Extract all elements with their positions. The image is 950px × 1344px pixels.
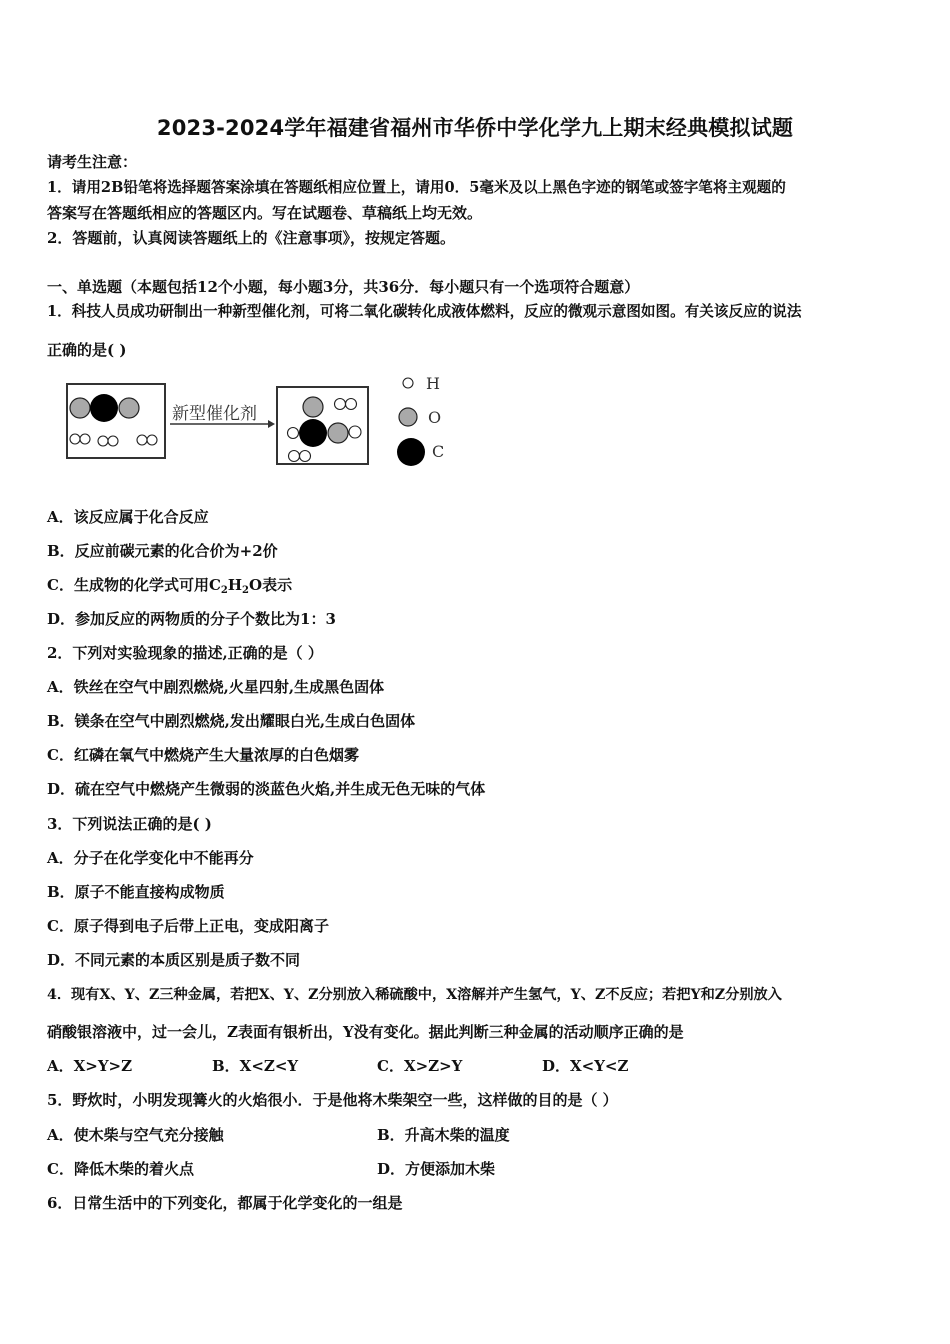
legend-o-icon	[399, 408, 417, 426]
option-d: D．方便添加木柴	[377, 1160, 496, 1178]
h2-molecules	[70, 434, 157, 446]
arrow-head	[268, 420, 275, 428]
notice-line: 答案写在答题纸相应的答题区内。写在试题卷、草稿纸上均无效。	[47, 204, 483, 222]
option-c	[47, 575, 292, 601]
question-stem: 4．现有X、Y、Z三种金属，若把X、Y、Z分别放入稀硫酸中，X溶解并产生氢气，Y、Z不反应；若把Y和Z分别放入	[47, 987, 782, 1003]
notice-heading: 请考生注意：	[47, 153, 138, 171]
option-c-text: C．生成物的化学式可用C	[47, 576, 221, 594]
option-d: D．不同元素的本质区别是质子数不同	[47, 951, 301, 969]
question-stem: 3．下列说法正确的是( )	[47, 815, 212, 833]
option-c-text: O表示	[249, 576, 293, 594]
co2-molecule	[70, 394, 139, 422]
legend-c-icon	[397, 438, 425, 466]
notice-line: 1．请用2B铅笔将选择题答案涂填在答题纸相应位置上，请用0．5毫米及以上黑色字迹的钢笔或签字笔将主观题的	[47, 179, 786, 196]
question-stem: 5．野炊时，小明发现篝火的火焰很小．于是他将木柴架空一些，这样做的目的是（ ）	[47, 1091, 618, 1109]
section-heading: 一、单选题（本题包括12个小题，每小题3分，共36分．每小题只有一个选项符合题意）	[47, 278, 640, 296]
reactant-box	[67, 384, 165, 458]
molecule-diagram-svg	[60, 370, 460, 470]
option-b: B．反应前碳元素的化合价为+2价	[47, 542, 278, 560]
question-stem: 2．下列对实验现象的描述,正确的是（ ）	[47, 644, 323, 662]
arrow-label: 新型催化剂	[172, 404, 257, 424]
legend-h-label: H	[426, 374, 440, 393]
question-stem: 硝酸银溶液中，过一会儿，Z表面有银析出，Y没有变化。据此判断三种金属的活动顺序正确的是	[47, 1023, 684, 1041]
option-d: D．参加反应的两物质的分子个数比为1：3	[47, 610, 336, 628]
option-a: A．X>Y>Z	[47, 1057, 133, 1075]
option-a: A．铁丝在空气中剧烈燃烧,火星四射,生成黑色固体	[47, 678, 385, 696]
legend-h-icon	[403, 378, 413, 388]
option-b: B．镁条在空气中剧烈燃烧,发出耀眼白光,生成白色固体	[47, 712, 416, 730]
option-d: D．X<Y<Z	[542, 1057, 629, 1075]
subscript: 2	[220, 585, 228, 596]
option-c-text: H	[227, 576, 243, 594]
question-stem: 6．日常生活中的下列变化，都属于化学变化的一组是	[47, 1194, 403, 1212]
legend-o-label: O	[428, 408, 442, 427]
option-a: A．分子在化学变化中不能再分	[47, 849, 254, 867]
option-c: C．原子得到电子后带上正电，变成阳离子	[47, 917, 329, 935]
option-a: A．使木柴与空气充分接触	[47, 1126, 224, 1144]
question-stem: 正确的是( )	[47, 341, 127, 359]
option-b: B．X<Z<Y	[212, 1057, 299, 1075]
subscript: 2	[242, 585, 250, 596]
option-a: A．该反应属于化合反应	[47, 508, 209, 526]
option-c: C．X>Z>Y	[377, 1057, 463, 1075]
reaction-diagram	[60, 370, 460, 474]
legend-c-label: C	[432, 442, 445, 461]
option-b: B．原子不能直接构成物质	[47, 883, 225, 901]
page-title: 2023-2024学年福建省福州市华侨中学化学九上期末经典模拟试题	[156, 116, 794, 140]
option-b: B．升高木柴的温度	[377, 1126, 510, 1144]
option-d: D．硫在空气中燃烧产生微弱的淡蓝色火焰,并生成无色无味的气体	[47, 780, 486, 798]
option-c: C．红磷在氧气中燃烧产生大量浓厚的白色烟雾	[47, 746, 359, 764]
notice-line: 2．答题前，认真阅读答题纸上的《注意事项》，按规定答题。	[47, 229, 455, 247]
option-c: C．降低木柴的着火点	[47, 1160, 194, 1178]
question-stem: 1．科技人员成功研制出一种新型催化剂，可将二氧化碳转化成液体燃料，反应的微观示意图如图。有关该反应的说法	[47, 303, 802, 320]
